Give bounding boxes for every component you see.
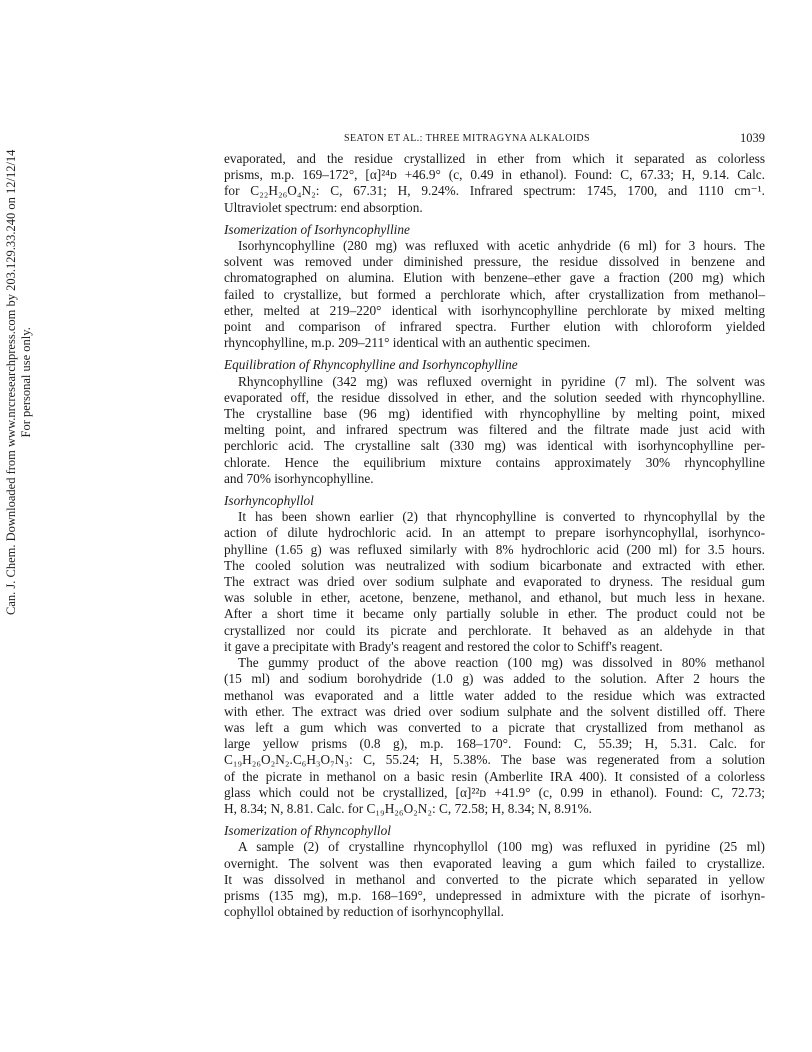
body-line: evaporated off, the residue dissolved in ether, and the solution seeded with rhyncophylline.	[224, 389, 765, 405]
section-heading: Equilibration of Rhyncophylline and Isorhyncophylline	[224, 357, 518, 373]
body-line: The extract was dried over sodium sulphate and evaporated to dryness. The residual gum	[224, 574, 765, 590]
download-notice	[4, 149, 54, 645]
body-line: it gave a precipitate with Brady's reagent and restored the color to Schiff's reagent.	[224, 638, 663, 654]
page-number: 1039	[740, 131, 765, 145]
body-line: After a short time it became only partially soluble in ether. The product could not be	[224, 606, 765, 622]
body-line: evaporated, and the residue crystallized in ether from which it separated as colorless	[224, 151, 765, 166]
body-line: It has been shown earlier (2) that rhyncophylline is converted to rhyncophyllal by the	[238, 509, 765, 525]
download-notice-line-1: Can. J. Chem. Downloaded from www.nrcresearchpress.com by 203.129.33.240 on 12/12/14	[4, 149, 18, 615]
body-line: cophyllol obtained by reduction of isorhyncophyllal.	[224, 904, 504, 920]
body-line: The gummy product of the above reaction (100 mg) was dissolved in 80% methanol	[238, 655, 765, 671]
body-line: prisms, m.p. 169–172°, [α]²⁴ᴅ +46.9° (c, 0.49 in ethanol). Found: C, 67.33; H, 9.14. Calc.	[224, 167, 765, 183]
body-line: Rhyncophylline (342 mg) was refluxed overnight in pyridine (7 ml). The solvent was	[238, 373, 765, 389]
body-line: methanol was evaporated and a little water added to the residue which was extracted	[224, 687, 765, 703]
body-line: for C₂₂H₂₆O₄N₂: C, 67.31; H, 9.24%. Infrared spectrum: 1745, 1700, and 1110 cm⁻¹.	[224, 183, 765, 199]
body-line: prisms (135 mg), m.p. 168–169°, undepressed in admixture with the picrate of isorhyn-	[224, 887, 765, 903]
body-line: solvent was removed under diminished pressure, the residue dissolved in benzene and	[224, 254, 765, 270]
body-line: A sample (2) of crystalline rhyncophyllol (100 mg) was refluxed in pyridine (25 ml)	[238, 839, 765, 855]
section-heading: Isorhyncophyllol	[224, 493, 314, 509]
body-line: was left a gum which was converted to a picrate that crystallized from methanol as	[224, 719, 765, 735]
download-notice-line-2: For personal use only.	[19, 327, 33, 438]
download-notice-text	[4, 150, 34, 615]
body-line: melting point, and infrared spectrum was filtered and the filtrate made just acid with	[224, 422, 765, 438]
body-line: Ultraviolet spectrum: end absorption.	[224, 199, 423, 215]
body-line: action of dilute hydrochloric acid. In an attempt to prepare isorhyncophyllal, isorhynco-	[224, 525, 765, 541]
body-line: It was dissolved in methanol and converted to the picrate which separated in yellow	[224, 871, 765, 887]
body-line: failed to crystallize, but formed a perchlorate which, after crystallization from methanol–	[224, 286, 765, 302]
body-line: large yellow prisms (0.8 g), m.p. 168–170°. Found: C, 55.39; H, 5.31. Calc. for	[224, 736, 765, 752]
body-line: chlorate. Hence the equilibrium mixture contains approximately 30% rhyncophylline	[224, 454, 765, 470]
body-line: perchloric acid. The crystalline salt (330 mg) was identical with isorhyncophylline per-	[224, 438, 765, 454]
body-line: rhyncophylline, m.p. 209–211° identical with an authentic specimen.	[224, 335, 591, 351]
body-line: Isorhyncophylline (280 mg) was refluxed with acetic anhydride (6 ml) for 3 hours. The	[238, 238, 765, 254]
body-line: The crystalline base (96 mg) identified with rhyncophylline by melting point, mixed	[224, 406, 765, 422]
body-line: phylline (1.65 g) was refluxed similarly with 8% hydrochloric acid (200 ml) for 3.5 hours.	[224, 541, 765, 557]
body-line: of the picrate in methanol on a basic resin (Amberlite IRA 400). It consisted of a colorless	[224, 768, 765, 784]
body-line: was soluble in ether, acetone, benzene, methanol, and ethanol, but much less in hexane.	[224, 590, 765, 606]
section-heading: Isomerization of Isorhyncophylline	[224, 221, 410, 237]
body-line: H, 8.34; N, 8.81. Calc. for C₁₉H₂₆O₂N₂: C, 72.58; H, 8.34; N, 8.91%.	[224, 800, 592, 816]
body-line: chromatographed on alumina. Elution with benzene–ether gave a fraction (200 mg) which	[224, 270, 765, 286]
body-line: The cooled solution was neutralized with sodium bicarbonate and extracted with ether.	[224, 557, 765, 573]
article-body	[224, 151, 765, 920]
body-line: ether, melted at 219–220° identical with isorhyncophylline perchlorate by mixed melting	[224, 302, 765, 318]
body-line: point and comparison of infrared spectra. Further elution with chloroform yielded	[224, 319, 765, 335]
running-title: SEATON ET AL.: THREE MITRAGYNA ALKALOIDS	[344, 133, 591, 144]
body-line: overnight. The solvent was then evaporated leaving a gum which failed to crystallize.	[224, 855, 765, 871]
body-line: and 70% isorhyncophylline.	[224, 470, 374, 486]
body-line: crystallized nor could its picrate and perchlorate. It behaved as an aldehyde in that	[224, 622, 765, 638]
body-line: C₁₉H₂₆O₂N₂.C₆H₃O₇N₃: C, 55.24; H, 5.38%. The base was regenerated from a solution	[224, 752, 765, 768]
page-header	[224, 132, 765, 148]
body-line: glass which could not be crystallized, [α]²²ᴅ +41.9° (c, 0.99 in ethanol). Found: C, 72.73;	[224, 784, 765, 800]
section-heading: Isomerization of Rhyncophyllol	[224, 823, 391, 839]
body-line: (15 ml) and sodium borohydride (1.0 g) was added to the solution. After 2 hours the	[224, 671, 765, 687]
body-line: with ether. The extract was dried over sodium sulphate and the solvent distilled off. There	[224, 703, 765, 719]
